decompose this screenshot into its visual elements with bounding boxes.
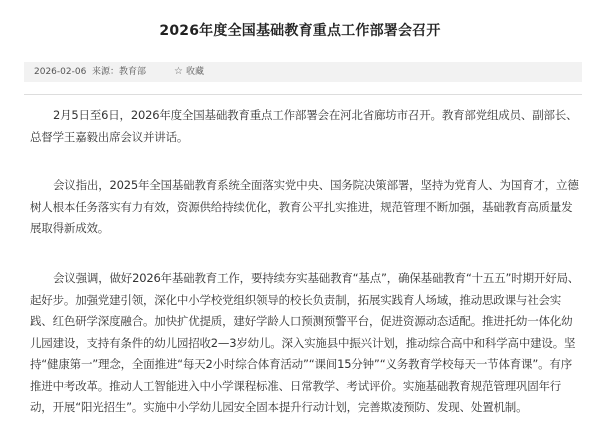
divider xyxy=(24,94,582,95)
favorite-button[interactable] xyxy=(174,62,204,82)
page-title: 2026年度全国基础教育重点工作部署会召开 xyxy=(159,23,441,39)
source-label: 来源：教育部 xyxy=(92,67,147,77)
article-paragraph: 会议强调，做好2026年基础教育工作，要持续夯实基础教育“基点”，确保基础教育“十五五”时期开好局、起好步。加强党建引领，深化中小学校党组织领导的校长负责制，拓展实践育人场域，推动思政课与社会实践、红色研学深度融合。加快扩优提质，建好学龄人口预测预警平台，促进资源动态适配。推进托幼一体化幼儿园建设，支持有条件的幼儿园招收2—3岁幼儿。深入实施县中振兴计划，推动综合高中和科学高中建设。坚持“健康第一”理念，全面推进“每天2小时综合体育活动”“课间15分钟”“义务教育学校每天一节体育课”。有序推进中考改革。推动人工智能进入中小学课程标准、日常教学、考试评价。实施基础教育规范管理巩固年行动，开展“阳光招生”。实施中小学幼儿园安全固本提升行动计划，完善欺凌预防、发现、处置机制。 xyxy=(30,271,580,414)
article-paragraph: 会议指出，2025年全国基础教育系统全面落实党中央、国务院决策部署，坚持为党育人、为国育才，立德树人根本任务落实有力有效，资源供给持续优化，教育公平扎实推进，规范管理不断加强，基础教育高质量发展取得新成效。 xyxy=(30,178,579,235)
star-icon: ☆ xyxy=(174,66,183,77)
article-paragraph: 2月5日至6日，2026年度全国基础教育重点工作部署会在河北省廊坊市召开。教育部党组成员、副部长、总督学王嘉毅出席会议并讲话。 xyxy=(30,108,578,144)
favorite-label: 收藏 xyxy=(185,67,204,77)
publish-date: 2026-02-06 xyxy=(34,67,87,77)
meta-bar xyxy=(24,62,582,82)
